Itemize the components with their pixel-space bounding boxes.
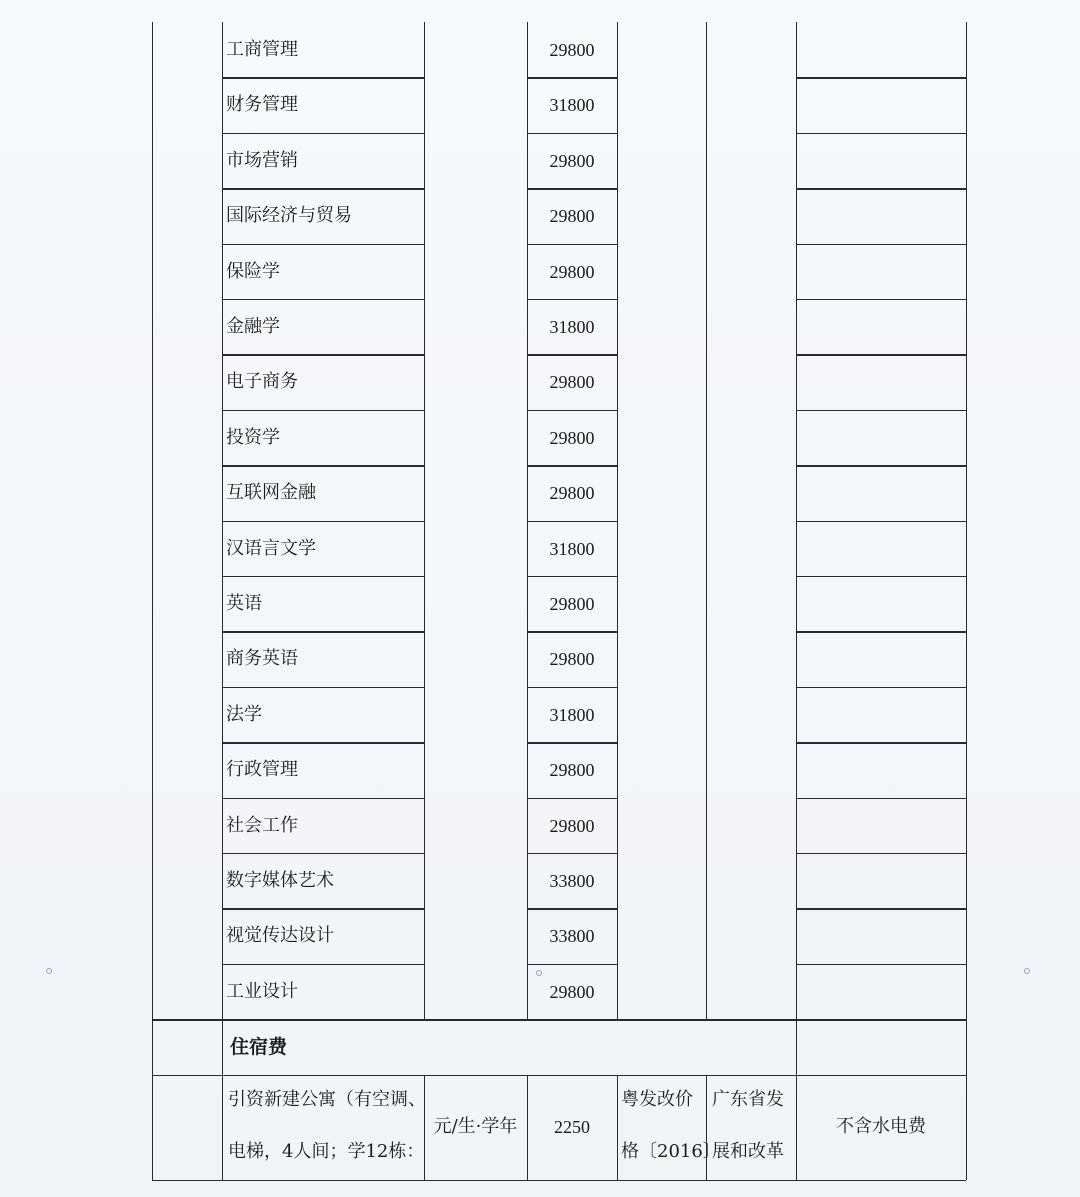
row-rule — [222, 77, 424, 78]
accommodation-doc-line2: 格〔2016〕 — [621, 1140, 721, 1162]
table-rule-vertical — [796, 22, 797, 1180]
major-fee: 29800 — [549, 150, 595, 171]
accommodation-unit: 元/生·学年 — [433, 1115, 518, 1137]
major-name: 投资学 — [226, 426, 280, 448]
table-rule-vertical — [222, 22, 223, 1180]
row-rule — [222, 354, 424, 355]
major-name: 汉语言文学 — [226, 537, 316, 559]
major-fee: 31800 — [549, 317, 595, 337]
major-name: 数字媒体艺术 — [226, 870, 334, 891]
section-title-accommodation: 住宿费 — [230, 1036, 288, 1059]
major-name: 金融学 — [226, 316, 280, 337]
major-name: 市场营销 — [226, 149, 298, 171]
row-rule — [222, 853, 424, 854]
accommodation-dept-line2: 展和改革 — [712, 1140, 784, 1162]
accommodation-fee: 2250 — [554, 1116, 590, 1137]
table-left-border — [152, 22, 153, 1180]
row-rule — [527, 576, 617, 577]
major-fee: 29800 — [549, 427, 595, 448]
row-rule — [796, 964, 966, 965]
major-fee: 31800 — [549, 95, 595, 116]
row-rule — [527, 964, 617, 965]
major-fee: 31800 — [549, 538, 595, 559]
row-rule — [222, 908, 424, 909]
row-rule — [796, 687, 966, 688]
row-rule — [527, 77, 617, 78]
row-rule — [222, 410, 424, 411]
row-rule — [796, 853, 966, 854]
accommodation-item-line1: 引资新建公寓（有空调、 — [228, 1088, 426, 1110]
row-rule — [796, 77, 966, 78]
row-rule — [152, 1075, 966, 1076]
major-name: 行政管理 — [226, 759, 298, 781]
row-rule — [527, 687, 617, 688]
major-fee: 29800 — [549, 372, 595, 393]
table-rule-vertical — [617, 1075, 618, 1180]
row-rule — [796, 798, 966, 799]
major-fee: 33800 — [549, 871, 595, 891]
row-rule — [222, 964, 424, 965]
major-fee: 29800 — [549, 483, 595, 504]
major-fee: 29800 — [549, 40, 595, 60]
major-name: 视觉传达设计 — [226, 925, 334, 947]
row-rule — [222, 299, 424, 300]
major-name: 社会工作 — [226, 814, 298, 836]
major-name: 商务英语 — [226, 648, 298, 670]
row-rule — [527, 244, 617, 245]
table-rule-vertical — [424, 22, 425, 1019]
scan-dot — [46, 968, 52, 974]
row-rule — [796, 465, 966, 466]
major-fee: 33800 — [549, 926, 595, 947]
row-rule — [796, 410, 966, 411]
major-name: 国际经济与贸易 — [226, 205, 352, 227]
accommodation-remark: 不含水电费 — [836, 1115, 926, 1137]
row-rule — [527, 133, 617, 134]
scan-dot — [1024, 968, 1030, 974]
row-rule — [527, 410, 617, 411]
row-rule — [796, 908, 966, 909]
major-fee: 29800 — [549, 815, 595, 836]
row-rule — [222, 576, 424, 577]
row-rule — [222, 798, 424, 799]
row-rule — [222, 631, 424, 632]
row-rule — [527, 631, 617, 632]
major-fee: 29800 — [549, 981, 595, 1002]
major-name: 互联网金融 — [226, 482, 316, 504]
row-rule — [796, 133, 966, 134]
row-rule — [152, 1019, 966, 1020]
row-rule — [796, 188, 966, 189]
row-rule — [796, 742, 966, 743]
table-rule-vertical — [617, 22, 618, 1019]
accommodation-doc-line1: 粤发改价 — [621, 1088, 693, 1110]
major-fee: 29800 — [549, 261, 595, 282]
scan-dot — [536, 970, 542, 976]
row-rule — [527, 299, 617, 300]
major-fee: 29800 — [549, 206, 595, 227]
row-rule — [222, 742, 424, 743]
row-rule — [527, 798, 617, 799]
row-rule — [796, 631, 966, 632]
table-rule-vertical — [706, 1075, 707, 1180]
row-rule — [222, 465, 424, 466]
major-name: 财务管理 — [226, 94, 298, 116]
row-rule — [222, 521, 424, 522]
major-name: 工业设计 — [226, 980, 298, 1002]
table-right-border — [966, 22, 967, 1180]
major-name: 电子商务 — [226, 371, 298, 393]
row-rule — [527, 188, 617, 189]
major-name: 法学 — [226, 703, 262, 725]
row-rule — [527, 521, 617, 522]
row-rule — [222, 244, 424, 245]
accommodation-dept-line1: 广东省发 — [712, 1088, 784, 1110]
row-rule — [222, 188, 424, 189]
row-rule — [527, 742, 617, 743]
row-rule — [796, 244, 966, 245]
table-bottom-border — [152, 1180, 966, 1181]
row-rule — [796, 299, 966, 300]
row-rule — [527, 465, 617, 466]
row-rule — [527, 354, 617, 355]
row-rule — [527, 908, 617, 909]
major-fee: 29800 — [549, 594, 595, 614]
row-rule — [796, 354, 966, 355]
major-fee: 29800 — [549, 760, 595, 781]
row-rule — [527, 853, 617, 854]
table-rule-vertical — [706, 22, 707, 1019]
row-rule — [796, 576, 966, 577]
row-rule — [222, 133, 424, 134]
major-name: 英语 — [226, 593, 262, 614]
accommodation-item-line2: 电梯，4人间；学12栋： — [228, 1140, 425, 1162]
major-name: 工商管理 — [226, 39, 298, 60]
row-rule — [222, 687, 424, 688]
major-fee: 29800 — [549, 649, 595, 670]
major-name: 保险学 — [226, 260, 280, 282]
row-rule — [796, 521, 966, 522]
major-fee: 31800 — [549, 704, 595, 725]
